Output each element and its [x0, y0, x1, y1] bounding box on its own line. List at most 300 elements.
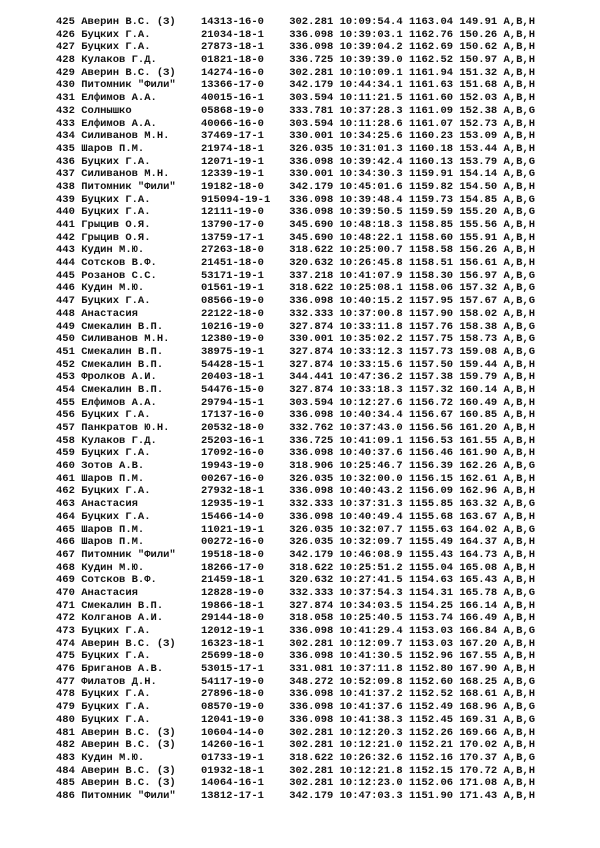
place-number: 440	[56, 206, 75, 219]
arrival-time: 10:45:01.6	[339, 180, 403, 193]
ring-number: 25699-18-0	[200, 650, 264, 663]
coefficient: 166.14	[459, 599, 498, 612]
coefficient: 166.49	[459, 612, 498, 625]
speed-value: 1159.91	[408, 168, 454, 181]
arrival-time: 10:40:49.4	[339, 510, 403, 523]
arrival-time: 10:11:28.6	[339, 117, 403, 130]
distance-km: 318.906	[289, 460, 334, 473]
place-number: 467	[56, 548, 75, 561]
speed-value: 1160.23	[408, 130, 454, 143]
distance-km: 336.098	[289, 409, 334, 422]
coefficient: 156.97	[459, 269, 498, 282]
speed-value: 1157.38	[408, 371, 454, 384]
result-row	[56, 714, 535, 727]
group-codes: A,B,H	[503, 764, 535, 777]
group-codes: A,B,G	[503, 333, 535, 346]
coefficient: 150.26	[459, 28, 498, 41]
place-number: 446	[56, 282, 75, 295]
speed-value: 1156.15	[408, 472, 454, 485]
fancier-name: Смекалин В.П.	[81, 383, 164, 396]
group-codes: A,B,H	[503, 371, 535, 384]
place-number: 453	[56, 371, 75, 384]
fancier-name: Елфимов А.А.	[81, 92, 157, 105]
distance-km: 332.333	[289, 307, 334, 320]
place-number: 458	[56, 434, 75, 447]
group-codes: A,B,H	[503, 548, 535, 561]
result-row	[56, 130, 535, 143]
group-codes: A,B,H	[503, 28, 535, 41]
coefficient: 170.37	[459, 751, 498, 764]
result-row	[56, 397, 535, 410]
result-row	[56, 650, 535, 663]
arrival-time: 10:48:18.3	[339, 219, 403, 231]
ring-number: 20403-18-1	[200, 371, 264, 384]
fancier-name: Буцких Г.А.	[81, 155, 151, 168]
group-codes: A,B,G	[503, 206, 535, 219]
ring-number: 12339-19-1	[200, 168, 264, 181]
fancier-name: Кудин М.Ю.	[81, 561, 145, 574]
result-row	[56, 371, 535, 384]
fancier-name: Буцких Г.А.	[81, 447, 151, 460]
arrival-time: 10:41:29.4	[339, 625, 403, 637]
ring-number: 14260-16-1	[200, 739, 264, 752]
coefficient: 152.38	[459, 104, 498, 117]
place-number: 474	[56, 637, 75, 650]
distance-km: 326.035	[289, 523, 334, 536]
arrival-time: 10:41:07.9	[339, 269, 403, 282]
arrival-time: 10:34:30.3	[339, 168, 403, 181]
fancier-name: Аверин В.С. (З)	[81, 777, 176, 790]
place-number: 462	[56, 485, 75, 498]
distance-km: 302.281	[289, 16, 334, 28]
distance-km: 333.781	[289, 104, 334, 117]
arrival-time: 10:32:00.0	[339, 472, 403, 485]
coefficient: 165.78	[459, 586, 498, 599]
group-codes: A,B,H	[503, 244, 535, 257]
speed-value: 1162.52	[408, 54, 454, 67]
distance-km: 302.281	[289, 777, 334, 790]
distance-km: 302.281	[289, 637, 334, 650]
result-row	[56, 143, 535, 156]
speed-value: 1161.09	[408, 104, 454, 117]
speed-value: 1158.30	[408, 269, 454, 282]
arrival-time: 10:33:12.3	[339, 345, 403, 358]
result-row	[56, 295, 535, 308]
coefficient: 167.20	[459, 637, 498, 650]
place-number: 451	[56, 345, 75, 358]
distance-km: 336.098	[289, 713, 334, 726]
coefficient: 152.03	[459, 92, 498, 105]
distance-km: 303.594	[289, 92, 334, 105]
fancier-name: Шаров П.М.	[81, 472, 145, 485]
distance-km: 336.098	[289, 625, 334, 637]
ring-number: 13366-17-0	[200, 79, 264, 92]
distance-km: 302.281	[289, 726, 334, 739]
result-row	[56, 409, 535, 422]
ring-number: 29794-15-1	[200, 396, 264, 409]
result-row	[56, 384, 535, 397]
group-codes: A,B,G	[503, 523, 535, 536]
ring-number: 12935-19-1	[200, 498, 264, 511]
ring-number: 27263-18-0	[200, 244, 264, 257]
group-codes: A,B,G	[503, 675, 535, 688]
ring-number: 10604-14-0	[200, 726, 264, 739]
fancier-name: Буцких Г.А.	[81, 485, 151, 498]
group-codes: A,B,G	[503, 104, 535, 117]
fancier-name: Питомник "Фили"	[81, 548, 176, 561]
result-row	[56, 739, 535, 752]
coefficient: 160.85	[459, 409, 498, 422]
speed-value: 1154.63	[408, 574, 454, 587]
result-row	[56, 206, 535, 219]
place-number: 466	[56, 536, 75, 549]
distance-km: 336.098	[289, 155, 334, 168]
arrival-time: 10:11:21.5	[339, 92, 403, 105]
speed-value: 1152.80	[408, 663, 454, 676]
result-row	[56, 232, 535, 245]
arrival-time: 10:40:37.6	[339, 447, 403, 460]
arrival-time: 10:37:00.8	[339, 307, 403, 320]
speed-value: 1156.53	[408, 434, 454, 447]
fancier-name: Бриганов А.В.	[81, 663, 164, 676]
distance-km: 302.281	[289, 739, 334, 752]
ring-number: 13759-17-1	[200, 231, 264, 244]
ring-number: 12041-19-0	[200, 713, 264, 726]
group-codes: A,B,H	[503, 130, 535, 143]
speed-value: 1152.06	[408, 777, 454, 790]
fancier-name: Буцких Г.А.	[81, 713, 151, 726]
speed-value: 1161.60	[408, 92, 454, 105]
result-row	[56, 118, 535, 131]
coefficient: 169.31	[459, 713, 498, 726]
place-number: 430	[56, 79, 75, 92]
place-number: 450	[56, 333, 75, 346]
arrival-time: 10:52:09.8	[339, 675, 403, 688]
place-number: 432	[56, 104, 75, 117]
result-row	[56, 244, 535, 257]
coefficient: 167.55	[459, 650, 498, 663]
arrival-time: 10:40:15.2	[339, 295, 403, 308]
ring-number: 17137-16-0	[200, 409, 264, 422]
arrival-time: 10:39:39.0	[339, 54, 403, 67]
place-number: 483	[56, 751, 75, 764]
distance-km: 342.179	[289, 789, 334, 802]
speed-value: 1161.07	[408, 117, 454, 130]
group-codes: A,B,H	[503, 777, 535, 790]
arrival-time: 10:37:28.3	[339, 104, 403, 117]
speed-value: 1154.25	[408, 599, 454, 612]
result-row	[56, 333, 535, 346]
result-row	[56, 600, 535, 613]
group-codes: A,B,H	[503, 536, 535, 549]
arrival-time: 10:33:15.6	[339, 358, 403, 371]
fancier-name: Зотов А.В.	[81, 460, 145, 473]
group-codes: A,B,G	[503, 498, 535, 511]
arrival-time: 10:41:09.1	[339, 434, 403, 447]
ring-number: 14274-16-0	[200, 66, 264, 79]
fancier-name: Анастасия	[81, 307, 138, 320]
speed-value: 1154.31	[408, 586, 454, 599]
arrival-time: 10:27:41.5	[339, 574, 403, 587]
group-codes: A,B,G	[503, 751, 535, 764]
distance-km: 318.622	[289, 751, 334, 764]
place-number: 429	[56, 66, 75, 79]
group-codes: A,B,H	[503, 650, 535, 663]
arrival-time: 10:40:43.2	[339, 485, 403, 498]
coefficient: 162.96	[459, 485, 498, 498]
group-codes: A,B,H	[503, 637, 535, 650]
group-codes: A,B,H	[503, 16, 535, 28]
group-codes: A,B,H	[503, 92, 535, 105]
coefficient: 159.08	[459, 345, 498, 358]
fancier-name: Филатов Д.Н.	[81, 675, 157, 688]
fancier-name: Силиванов М.Н.	[81, 130, 170, 143]
place-number: 445	[56, 269, 75, 282]
fancier-name: Буцких Г.А.	[81, 701, 151, 714]
arrival-time: 10:41:38.3	[339, 713, 403, 726]
arrival-time: 10:40:34.4	[339, 409, 403, 422]
coefficient: 167.90	[459, 663, 498, 676]
fancier-name: Панкратов Ю.Н.	[81, 422, 170, 434]
ring-number: 08570-19-0	[200, 701, 264, 714]
result-row	[56, 67, 535, 80]
ring-number: 19182-18-0	[200, 180, 264, 193]
speed-value: 1160.18	[408, 142, 454, 155]
ring-number: 40066-16-0	[200, 117, 264, 130]
ring-number: 13790-17-0	[200, 219, 264, 231]
place-number: 425	[56, 16, 75, 28]
distance-km: 336.098	[289, 295, 334, 308]
group-codes: A,B,H	[503, 688, 535, 701]
speed-value: 1158.85	[408, 219, 454, 231]
speed-value: 1152.49	[408, 701, 454, 714]
place-number: 439	[56, 193, 75, 206]
coefficient: 163.32	[459, 498, 498, 511]
place-number: 452	[56, 358, 75, 371]
arrival-time: 10:12:20.3	[339, 726, 403, 739]
speed-value: 1162.69	[408, 41, 454, 54]
ring-number: 53171-19-1	[200, 269, 264, 282]
coefficient: 157.32	[459, 282, 498, 295]
result-row	[56, 638, 535, 651]
arrival-time: 10:35:02.2	[339, 333, 403, 346]
fancier-name: Буцких Г.А.	[81, 28, 151, 41]
coefficient: 150.62	[459, 41, 498, 54]
coefficient: 168.96	[459, 701, 498, 714]
fancier-name: Солнышко	[81, 104, 132, 117]
fancier-name: Буцких Г.А.	[81, 295, 151, 308]
race-results-list	[56, 16, 535, 803]
speed-value: 1153.03	[408, 625, 454, 637]
place-number: 484	[56, 764, 75, 777]
fancier-name: Кулаков Г.Д.	[81, 54, 157, 67]
place-number: 456	[56, 409, 75, 422]
place-number: 482	[56, 739, 75, 752]
group-codes: A,B,H	[503, 180, 535, 193]
fancier-name: Смекалин В.П.	[81, 599, 164, 612]
coefficient: 170.72	[459, 764, 498, 777]
distance-km: 337.218	[289, 269, 334, 282]
coefficient: 169.66	[459, 726, 498, 739]
ring-number: 13812-17-1	[200, 789, 264, 802]
coefficient: 149.91	[459, 16, 498, 28]
arrival-time: 10:31:01.3	[339, 142, 403, 155]
coefficient: 153.79	[459, 155, 498, 168]
place-number: 481	[56, 726, 75, 739]
fancier-name: Аверин В.С. (З)	[81, 66, 176, 79]
distance-km: 330.001	[289, 168, 334, 181]
coefficient: 158.73	[459, 333, 498, 346]
speed-value: 1151.90	[408, 789, 454, 802]
distance-km: 303.594	[289, 396, 334, 409]
ring-number: 40015-16-1	[200, 92, 264, 105]
place-number: 427	[56, 41, 75, 54]
result-row	[56, 79, 535, 92]
arrival-time: 10:33:18.3	[339, 383, 403, 396]
speed-value: 1157.90	[408, 307, 454, 320]
fancier-name: Кудин М.Ю.	[81, 751, 145, 764]
place-number: 438	[56, 180, 75, 193]
arrival-time: 10:47:36.2	[339, 371, 403, 384]
coefficient: 163.67	[459, 510, 498, 523]
result-row	[56, 219, 535, 232]
fancier-name: Фролков А.И.	[81, 371, 157, 384]
ring-number: 54428-15-1	[200, 358, 264, 371]
coefficient: 162.61	[459, 472, 498, 485]
place-number: 426	[56, 28, 75, 41]
distance-km: 320.632	[289, 574, 334, 587]
place-number: 436	[56, 155, 75, 168]
coefficient: 171.43	[459, 789, 498, 802]
result-row	[56, 727, 535, 740]
coefficient: 156.26	[459, 244, 498, 257]
arrival-time: 10:26:45.8	[339, 257, 403, 270]
result-row	[56, 346, 535, 359]
distance-km: 318.622	[289, 244, 334, 257]
ring-number: 54476-15-0	[200, 383, 264, 396]
result-row	[56, 752, 535, 765]
fancier-name: Буцких Г.А.	[81, 688, 151, 701]
fancier-name: Сотсков В.Ф.	[81, 574, 157, 587]
ring-number: 10216-19-0	[200, 320, 264, 333]
place-number: 435	[56, 142, 75, 155]
place-number: 471	[56, 599, 75, 612]
ring-number: 00272-16-0	[200, 536, 264, 549]
result-row	[56, 688, 535, 701]
ring-number: 12828-19-0	[200, 586, 264, 599]
speed-value: 1156.09	[408, 485, 454, 498]
distance-km: 318.622	[289, 282, 334, 295]
place-number: 457	[56, 422, 75, 434]
speed-value: 1158.60	[408, 231, 454, 244]
speed-value: 1157.76	[408, 320, 454, 333]
speed-value: 1162.76	[408, 28, 454, 41]
arrival-time: 10:48:22.1	[339, 231, 403, 244]
result-row	[56, 676, 535, 689]
distance-km: 345.690	[289, 231, 334, 244]
speed-value: 1152.45	[408, 713, 454, 726]
result-row	[56, 498, 535, 511]
speed-value: 1152.96	[408, 650, 454, 663]
ring-number: 27932-18-1	[200, 485, 264, 498]
distance-km: 336.098	[289, 193, 334, 206]
ring-number: 08566-19-0	[200, 295, 264, 308]
arrival-time: 10:37:31.3	[339, 498, 403, 511]
distance-km: 318.058	[289, 612, 334, 625]
result-row	[56, 92, 535, 105]
speed-value: 1157.50	[408, 358, 454, 371]
fancier-name: Елфимов А.А.	[81, 396, 157, 409]
group-codes: A,B,G	[503, 269, 535, 282]
result-row	[56, 181, 535, 194]
ring-number: 19866-18-1	[200, 599, 264, 612]
group-codes: A,B,H	[503, 396, 535, 409]
distance-km: 342.179	[289, 548, 334, 561]
coefficient: 161.20	[459, 422, 498, 434]
fancier-name: Питомник "Фили"	[81, 180, 176, 193]
arrival-time: 10:37:54.3	[339, 586, 403, 599]
fancier-name: Буцких Г.А.	[81, 206, 151, 219]
group-codes: A,B,G	[503, 586, 535, 599]
coefficient: 151.32	[459, 66, 498, 79]
group-codes: A,B,H	[503, 422, 535, 434]
group-codes: A,B,H	[503, 383, 535, 396]
coefficient: 159.79	[459, 371, 498, 384]
coefficient: 170.02	[459, 739, 498, 752]
result-row	[56, 194, 535, 207]
distance-km: 326.035	[289, 536, 334, 549]
speed-value: 1152.52	[408, 688, 454, 701]
speed-value: 1152.26	[408, 726, 454, 739]
distance-km: 336.725	[289, 54, 334, 67]
ring-number: 14064-16-1	[200, 777, 264, 790]
fancier-name: Кудин М.Ю.	[81, 244, 145, 257]
speed-value: 1153.74	[408, 612, 454, 625]
result-row	[56, 435, 535, 448]
distance-km: 318.622	[289, 561, 334, 574]
ring-number: 19943-19-0	[200, 460, 264, 473]
place-number: 431	[56, 92, 75, 105]
group-codes: A,B,H	[503, 574, 535, 587]
distance-km: 336.098	[289, 688, 334, 701]
group-codes: A,B,H	[503, 307, 535, 320]
coefficient: 154.50	[459, 180, 498, 193]
group-codes: A,B,H	[503, 231, 535, 244]
fancier-name: Анастасия	[81, 586, 138, 599]
place-number: 464	[56, 510, 75, 523]
ring-number: 915094-19-1	[200, 193, 271, 206]
fancier-name: Силиванов М.Н.	[81, 333, 170, 346]
fancier-name: Аверин В.С. (З)	[81, 16, 176, 28]
coefficient: 151.68	[459, 79, 498, 92]
speed-value: 1152.60	[408, 675, 454, 688]
group-codes: A,B,H	[503, 409, 535, 422]
arrival-time: 10:26:32.6	[339, 751, 403, 764]
distance-km: 336.098	[289, 28, 334, 41]
result-row	[56, 777, 535, 790]
arrival-time: 10:09:54.4	[339, 16, 403, 28]
result-row	[56, 485, 535, 498]
coefficient: 153.09	[459, 130, 498, 143]
coefficient: 150.97	[459, 54, 498, 67]
speed-value: 1163.04	[408, 16, 454, 28]
result-row	[56, 663, 535, 676]
distance-km: 345.690	[289, 219, 334, 231]
ring-number: 25203-16-1	[200, 434, 264, 447]
place-number: 476	[56, 663, 75, 676]
coefficient: 152.73	[459, 117, 498, 130]
speed-value: 1155.04	[408, 561, 454, 574]
